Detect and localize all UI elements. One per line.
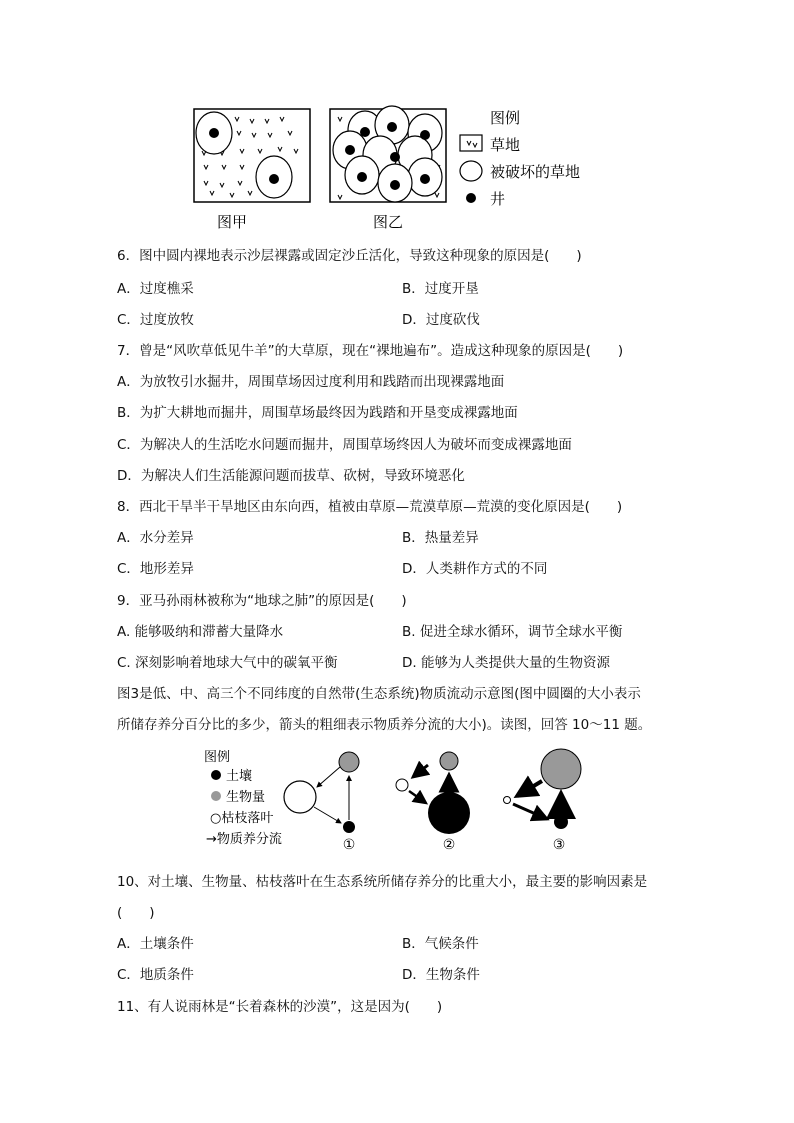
- q6-option-c: C．过度放牧: [117, 312, 194, 328]
- q8-option-d: D．人类耕作方式的不同: [402, 561, 548, 577]
- q8-option-c: C．地形差异: [117, 561, 194, 577]
- q7-option-a: A．为放牧引水掘井，周围草场因过度利用和践踏而出现裸露地面: [117, 374, 505, 390]
- q10-option-d: D．生物条件: [402, 967, 480, 983]
- q9-option-a: A. 能够吸纳和滞蓄大量降水: [117, 624, 284, 640]
- q6-option-a: A．过度樵采: [117, 281, 194, 297]
- q9-option-b: B. 促进全球水循环，调节全球水平衡: [402, 624, 623, 640]
- well-legend-icon: [466, 193, 476, 203]
- intro-line-2: 所储存养分百分比的多少，箭头的粗细表示物质养分流的大小)。读图，回答 10～11 题。: [117, 717, 652, 733]
- q9-option-c: C. 深刻影响着地球大气中的碳氧平衡: [117, 655, 338, 671]
- legend-grass: 草地: [490, 136, 521, 154]
- legend-damaged: 被破坏的草地: [490, 163, 581, 181]
- nutrient-flow-figure: [200, 745, 590, 855]
- q8-option-b: B．热量差异: [402, 530, 479, 546]
- figure-b-label: 图乙: [372, 213, 404, 231]
- q11-stem: 11、有人说雨林是“长着森林的沙漠”，这是因为( ): [117, 999, 443, 1015]
- q6-option-d: D．过度砍伐: [402, 312, 480, 328]
- damaged-grass-legend-icon: [460, 161, 482, 181]
- q10-option-a: A．土壤条件: [117, 936, 194, 952]
- grass-legend-icon: [460, 135, 482, 151]
- q9-option-d: D. 能够为人类提供大量的生物资源: [402, 655, 610, 671]
- q9-stem: 9．亚马孙雨林被称为“地球之肺”的原因是( ): [117, 593, 407, 609]
- q8-option-a: A．水分差异: [117, 530, 194, 546]
- q7-stem: 7．曾是“风吹草低见牛羊”的大草原，现在“裸地遍布”。造成这种现象的原因是( ): [117, 343, 624, 359]
- fig3-label-2: ②: [442, 837, 456, 853]
- q8-stem: 8．西北干旱半干旱地区由东向西，植被由草原—荒漠草原—荒漠的变化原因是( ): [117, 499, 623, 515]
- intro-line-1: 图3是低、中、高三个不同纬度的自然带(生态系统)物质流动示意图(图中圆圈的大小表示: [117, 686, 641, 702]
- q7-option-c: C．为解决人的生活吃水问题而掘井，周围草场终因人为破坏而变成裸露地面: [117, 437, 572, 453]
- legend-title: 图例: [490, 109, 521, 127]
- grassland-figure: [190, 105, 620, 235]
- figure-a-label: 图甲: [216, 213, 248, 231]
- soil-legend-icon: [211, 770, 221, 780]
- q7-option-d: D．为解决人们生活能源问题而拔草、砍树，导致环境恶化: [117, 468, 465, 484]
- legend-well: 井: [490, 190, 506, 208]
- fig3-legend-flow: →物质养分流: [206, 832, 282, 847]
- fig3-label-3: ③: [552, 837, 566, 853]
- q10-option-c: C．地质条件: [117, 967, 194, 983]
- q10-stem: 10、对土壤、生物量、枯枝落叶在生态系统所储存养分的比重大小，最主要的影响因素是: [117, 874, 648, 890]
- fig3-legend-soil: 土壤: [226, 769, 253, 784]
- q7-option-b: B．为扩大耕地而掘井，周围草场最终因为践踏和开垦变成裸露地面: [117, 405, 518, 421]
- fig3-label-1: ①: [342, 837, 356, 853]
- q10-stem-bracket: ( ): [117, 905, 155, 921]
- q6-option-b: B．过度开垦: [402, 281, 479, 297]
- fig3-legend-title: 图例: [204, 750, 231, 765]
- fig3-legend-litter: ○枯枝落叶: [210, 811, 274, 826]
- fig3-legend-biomass: 生物量: [226, 790, 266, 805]
- q6-stem: 6．图中圆内裸地表示沙层裸露或固定沙丘活化，导致这种现象的原因是( ): [117, 248, 582, 264]
- biomass-legend-icon: [211, 791, 221, 801]
- q10-option-b: B．气候条件: [402, 936, 479, 952]
